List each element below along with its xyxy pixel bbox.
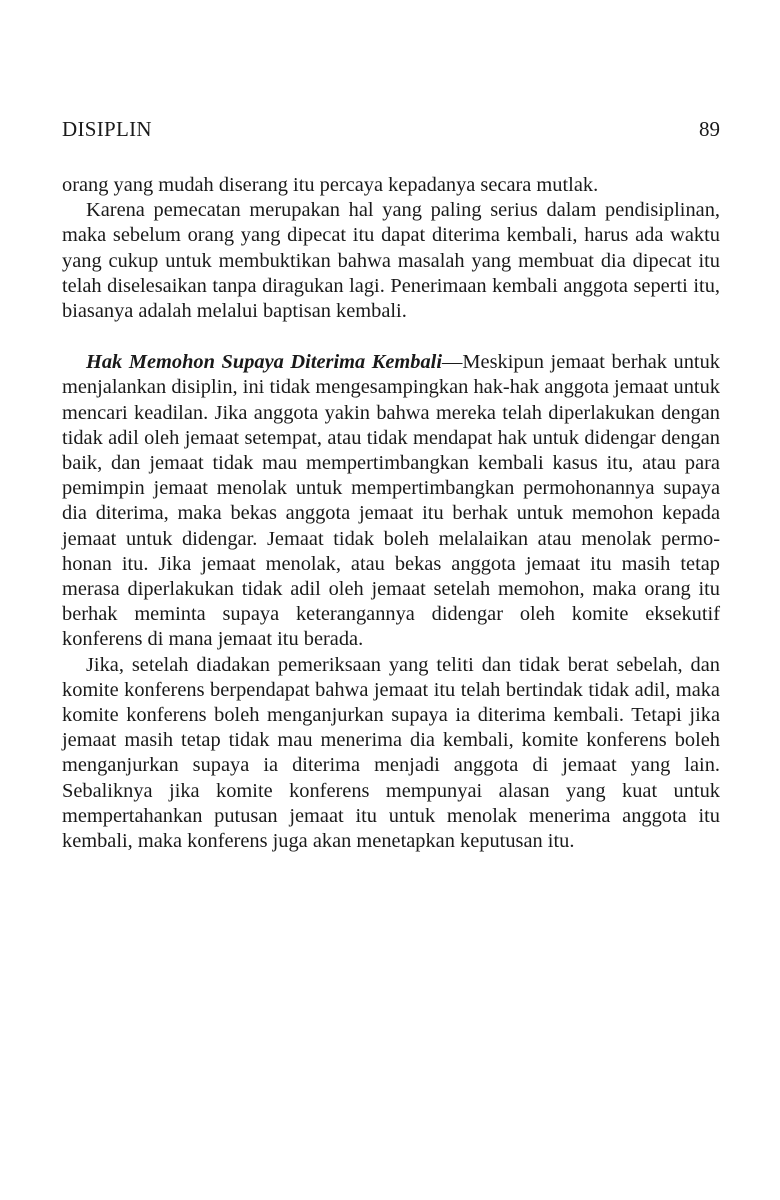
section-heading: Hak Memohon Supaya Diterima Kembali (86, 351, 443, 374)
paragraph-right-of-appeal (62, 350, 720, 652)
paragraph-continuation: orang yang mudah diserang itu percaya kepadanya secara mutlak. (62, 174, 599, 196)
page-number: 89 (699, 117, 720, 141)
book-page (62, 0, 720, 1200)
body-text (62, 173, 720, 854)
chapter-title: DISIPLIN (62, 117, 152, 141)
paragraph-conference-review: Jika, setelah diadakan pemeriksaan yang teliti dan tidak berat sebelah, dan komite konferens berpendapat bahwa jemaat itu telah bertindak tidak adil, maka komite konferens boleh menganjurkan supaya ia diterima kembali. Tetapi jika jemaat masih tetap tidak mau menerima dia kembali, komite konferens boleh menganjurkan supaya ia diterima menjadi anggota di jemaat yang lain. Sebaliknya jika komite konferens mempunyai alasan yang kuat untuk mempertahankan putusan jemaat itu untuk menolak menerima anggota itu kembali, maka konferens juga akan menetapkan keputusan itu. (62, 653, 720, 853)
paragraph-text: —Meskipun jemaat berhak untuk menjalankan disiplin, ini tidak mengesampingkan hak-hak anggota jemaat untuk mencari keadilan. Jika anggota yakin bahwa mereka telah diperlakukan dengan tidak adil oleh jemaat setempat, atau tidak mendapat hak untuk didengar dengan baik, dan jemaat tidak mau mempertimbangkan kembali kasus itu, atau para pemimpin jemaat menolak untuk mempertimbangkan permohonannya supaya dia diterima, maka bekas anggota jemaat itu berhak untuk memohon kepada jemaat untuk didengar. Jemaat tidak boleh melalaikan atau menolak permohonan itu. Jika jemaat menolak, atau bekas anggota jemaat itu masih tetap merasa diperlakukan tidak adil oleh jemaat setelah memohon, maka orang itu berhak meminta supaya keterangannya didengar oleh komite eksekutif konferens di mana jemaat itu berada. (62, 351, 720, 651)
paragraph-reinstatement: Karena pemecatan merupakan hal yang paling serius dalam pendisiplinan, maka sebelum orang yang dipecat itu dapat diterima kembali, harus ada waktu yang cukup untuk membuktikan bahwa masalah yang membuat dia dipecat itu telah diselesaikan tanpa diragukan lagi. Penerimaan kembali anggota seperti itu, biasanya adalah melalui baptisan kembali. (62, 199, 720, 323)
